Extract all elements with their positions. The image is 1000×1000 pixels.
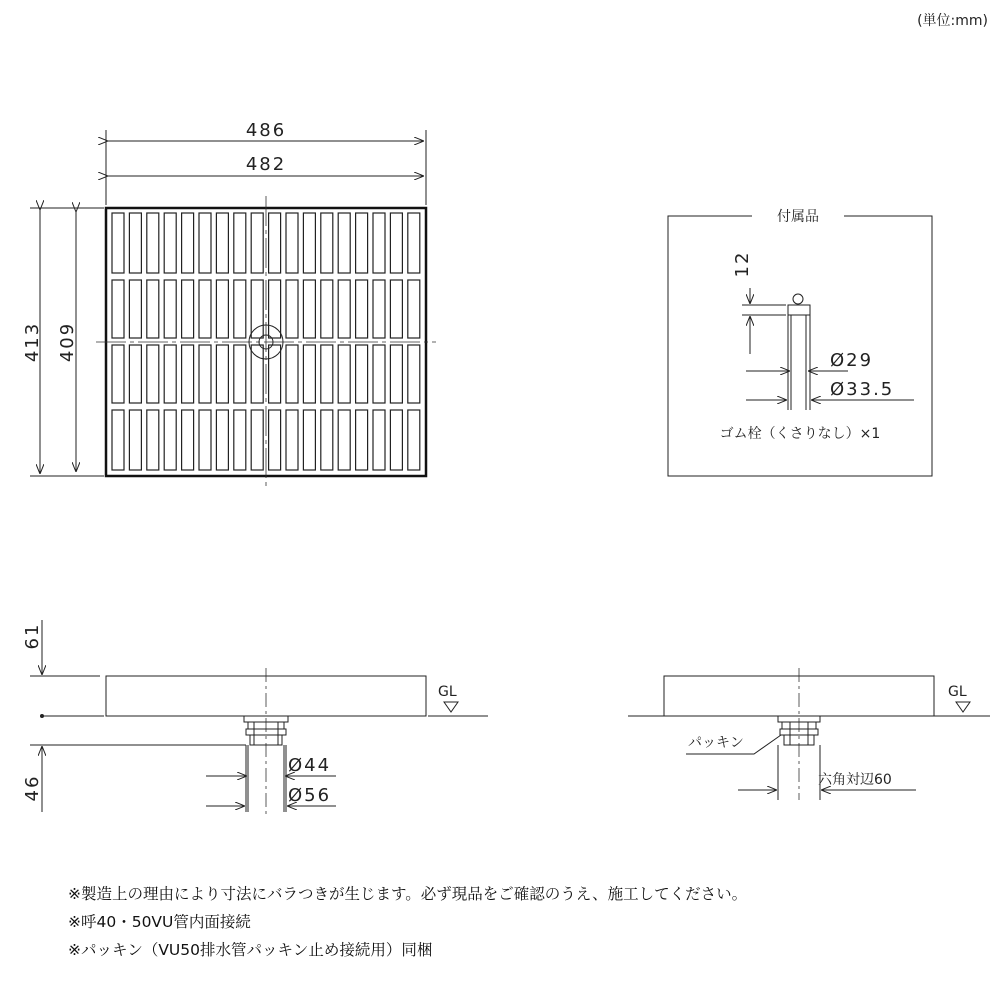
grate-slot: [286, 345, 298, 403]
dim-d44: Ø44: [288, 755, 332, 776]
note-line: ※呼40・50VU管内面接続: [68, 913, 251, 931]
grate-slot: [164, 280, 176, 338]
grate-slot: [251, 213, 263, 273]
side-view-left: [22, 620, 488, 816]
grate-slot: [182, 213, 194, 273]
gl-label-left: GL: [438, 684, 457, 700]
gl-label-right: GL: [948, 684, 967, 700]
top-view: [22, 120, 436, 486]
grate-slot: [373, 345, 385, 403]
grate-slot: [216, 213, 228, 273]
grate-slot: [129, 280, 141, 338]
grate-slot: [234, 345, 246, 403]
grate-slot: [321, 213, 333, 273]
gl-marker-left: [444, 702, 458, 712]
packing-label: パッキン: [688, 735, 744, 751]
grate-slot: [373, 280, 385, 338]
grate-slot: [216, 345, 228, 403]
grate-slot: [408, 280, 420, 338]
grate-slot: [234, 280, 246, 338]
grate-slot: [286, 213, 298, 273]
grate-slot: [390, 410, 402, 470]
grate-slot: [147, 280, 159, 338]
grate-slot: [338, 345, 350, 403]
grate-slot: [286, 410, 298, 470]
dim-width-outer: 486: [245, 120, 287, 141]
grate-slot: [269, 213, 281, 273]
grate-slot: [164, 345, 176, 403]
dim-width-inner: 482: [245, 154, 287, 175]
grate-slot: [303, 410, 315, 470]
grate-slot: [164, 410, 176, 470]
grate-slot: [373, 213, 385, 273]
grate-slot: [182, 345, 194, 403]
grate-slot: [251, 280, 263, 338]
notes: [68, 880, 747, 964]
grate-slot: [356, 280, 368, 338]
grate-slot: [112, 345, 124, 403]
grate-slot: [182, 410, 194, 470]
grate-slot: [390, 345, 402, 403]
grate-slot: [408, 213, 420, 273]
grate-slot: [408, 345, 420, 403]
dim-height-outer: 413: [22, 321, 43, 363]
grate-slot: [321, 280, 333, 338]
grate-slot: [356, 213, 368, 273]
grate-slot: [216, 280, 228, 338]
grate-slot: [112, 410, 124, 470]
grate-slot: [216, 410, 228, 470]
grate-slot: [321, 410, 333, 470]
hex-label: 六角対辺60: [818, 772, 892, 788]
plug-head: [788, 305, 810, 315]
grate-slot: [147, 213, 159, 273]
grate-slot: [199, 213, 211, 273]
accessory-dim-height: 12: [732, 250, 753, 278]
grate-slot: [303, 345, 315, 403]
accessory-panel: [668, 209, 932, 476]
grate-slot: [303, 280, 315, 338]
grate-slot: [390, 213, 402, 273]
grate-slot: [338, 213, 350, 273]
grate-slot: [321, 345, 333, 403]
grate-slot: [390, 280, 402, 338]
grate-slot: [373, 410, 385, 470]
note-line: ※製造上の理由により寸法にバラつきが生じます。必ず現品をご確認のうえ、施工してください。: [68, 885, 748, 903]
grate-slot: [408, 410, 420, 470]
grate-slot: [182, 280, 194, 338]
grate-slot: [129, 213, 141, 273]
grate-slot: [147, 345, 159, 403]
grate-slot: [112, 280, 124, 338]
grate-slot: [234, 213, 246, 273]
grate-slot: [303, 213, 315, 273]
grate-slot: [269, 280, 281, 338]
grate-slot: [356, 410, 368, 470]
grate-slot: [356, 345, 368, 403]
accessory-title: 付属品: [777, 209, 819, 225]
grate-slot: [164, 213, 176, 273]
grate-slot: [199, 410, 211, 470]
unit-label: (単位:mm): [917, 13, 988, 29]
side-view-right: [628, 668, 990, 800]
grate-slot: [129, 410, 141, 470]
grate-slot: [338, 410, 350, 470]
plug-chain-ring: [793, 294, 803, 304]
grate-slot: [147, 410, 159, 470]
grate-slot: [251, 410, 263, 470]
dim-below-46: 46: [22, 774, 43, 802]
accessory-caption: ゴム栓（くさりなし）×1: [719, 426, 881, 442]
dim-height-inner: 409: [57, 321, 78, 363]
grate-slot: [199, 345, 211, 403]
grate-slot: [338, 280, 350, 338]
grate-slot: [234, 410, 246, 470]
grate-slot: [129, 345, 141, 403]
accessory-dim-d29: Ø29: [830, 350, 874, 371]
accessory-dim-d335: Ø33.5: [830, 379, 895, 400]
grate-slot: [286, 280, 298, 338]
note-line: ※パッキン（VU50排水管パッキン止め接続用）同梱: [68, 941, 433, 959]
grate-slot: [199, 280, 211, 338]
gl-marker-right: [956, 702, 970, 712]
grate-slot: [112, 213, 124, 273]
dim-d56: Ø56: [288, 785, 332, 806]
grate-slot: [269, 410, 281, 470]
dim-above-61: 61: [22, 622, 43, 650]
